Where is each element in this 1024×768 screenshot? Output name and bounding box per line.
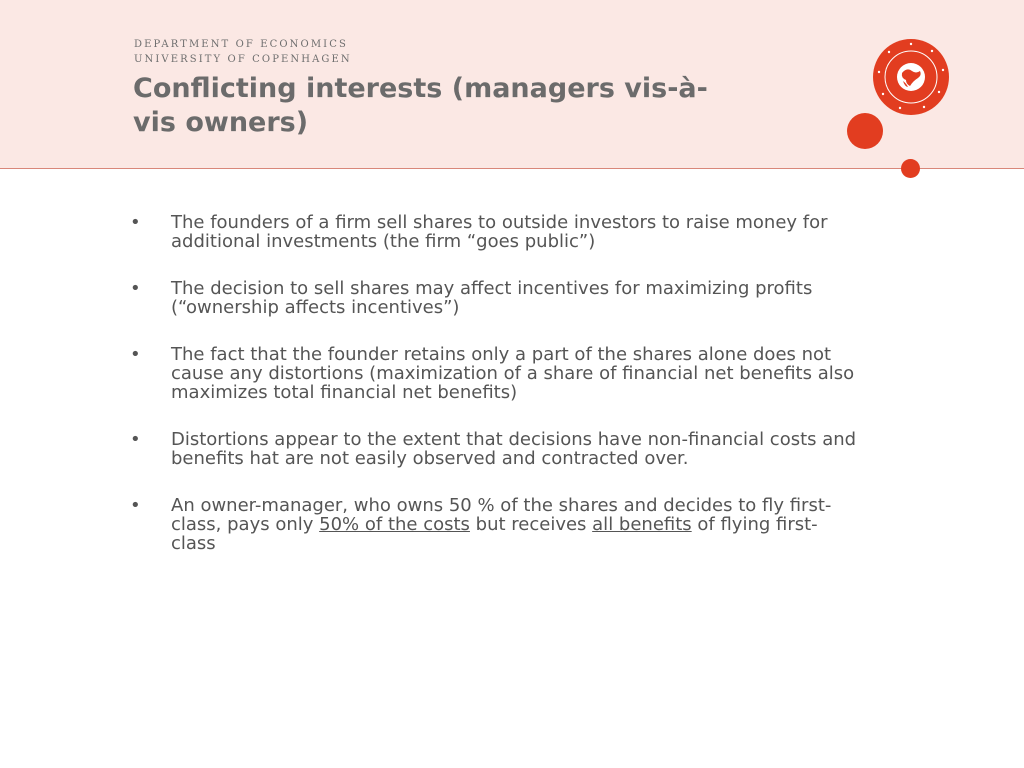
list-item-text: The fact that the founder retains only a part of the shares alone does not cause any distortions (maximization of a share of financial net benefits also maximizes total financial net benefits) — [171, 344, 855, 403]
bullet-marker: • — [130, 344, 141, 365]
decorative-dot-large — [847, 113, 883, 149]
university-seal-icon — [872, 38, 950, 116]
list-item — [130, 430, 870, 468]
list-item — [130, 213, 870, 251]
underlined-phrase-benefits: all benefits — [592, 514, 692, 535]
bullet-marker: • — [130, 495, 141, 516]
list-item — [130, 345, 870, 402]
list-item-text: The decision to sell shares may affect incentives for maximizing profits (“ownership affects incentives”) — [171, 278, 813, 318]
list-item-text-part: An owner-manager, who owns 50 % of the shares and decides to fly first-class, pays only — [171, 495, 832, 535]
department-name: DEPARTMENT OF ECONOMICS — [134, 39, 348, 50]
bullet-marker: • — [130, 278, 141, 299]
decorative-dot-small — [901, 159, 920, 178]
university-name: UNIVERSITY OF COPENHAGEN — [134, 54, 352, 65]
bullet-marker: • — [130, 429, 141, 450]
bullet-list — [130, 213, 870, 581]
list-item — [130, 279, 870, 317]
slide-title — [133, 72, 773, 140]
list-item-text-part: but receives — [469, 514, 593, 535]
list-item-text: Distortions appear to the extent that decisions have non-financial costs and benefits hat are not easily observed and contracted over. — [171, 429, 857, 469]
slide-title-line1: Conflicting interests (managers vis-à- — [133, 73, 708, 104]
list-item — [130, 496, 870, 553]
list-item-text — [171, 496, 861, 553]
header-band — [0, 0, 1024, 169]
list-item-text: The founders of a firm sell shares to outside investors to raise money for additional investments (the firm “goes public”) — [171, 212, 828, 252]
bullet-marker: • — [130, 212, 141, 233]
slide-title-line2: vis owners) — [133, 107, 309, 138]
list-item-text-part: of flying first-class — [171, 514, 818, 554]
department-label — [134, 37, 352, 67]
underlined-phrase-costs: 50% of the costs — [319, 514, 470, 535]
